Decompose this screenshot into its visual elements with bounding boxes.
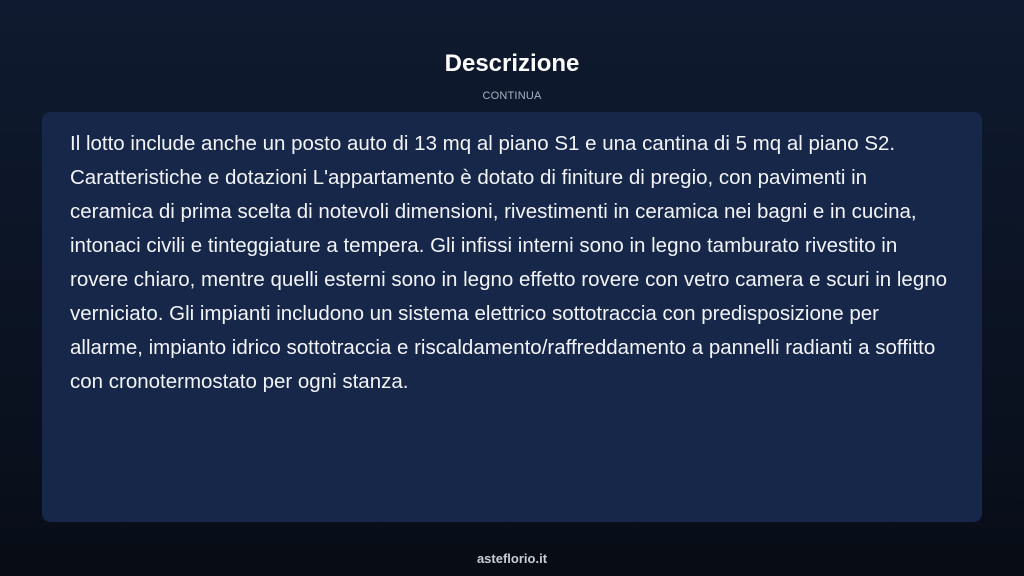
description-text: Il lotto include anche un posto auto di 13 mq al piano S1 e una cantina di 5 mq al piano S2. Caratteristiche e dotazioni L'appartamento è dotato di finiture di pregio, con pavimenti in ceramica di prima scelta di notevoli dimensioni, rivestimenti in ceramica nei bagni e in cucina, intonaci civili e tinteggiature a tempera. Gli infissi interni sono in legno tamburato rivestito in rovere chiaro, mentre quelli esterni sono in legno effetto rovere con vetro camera e scuri in legno verniciato. Gli impianti includono un sistema elettrico sottotraccia con predisposizione per allarme, impianto idrico sottotraccia e riscaldamento/raffreddamento a pannelli radianti a soffitto con cronotermostato per ogni stanza. — [70, 132, 948, 393]
footer-site-name: asteflorio.it — [476, 551, 548, 566]
description-card — [42, 112, 982, 522]
page-subtitle: CONTINUA — [482, 90, 542, 102]
footer-bar — [0, 544, 1024, 576]
page-title: Descrizione — [444, 50, 580, 77]
